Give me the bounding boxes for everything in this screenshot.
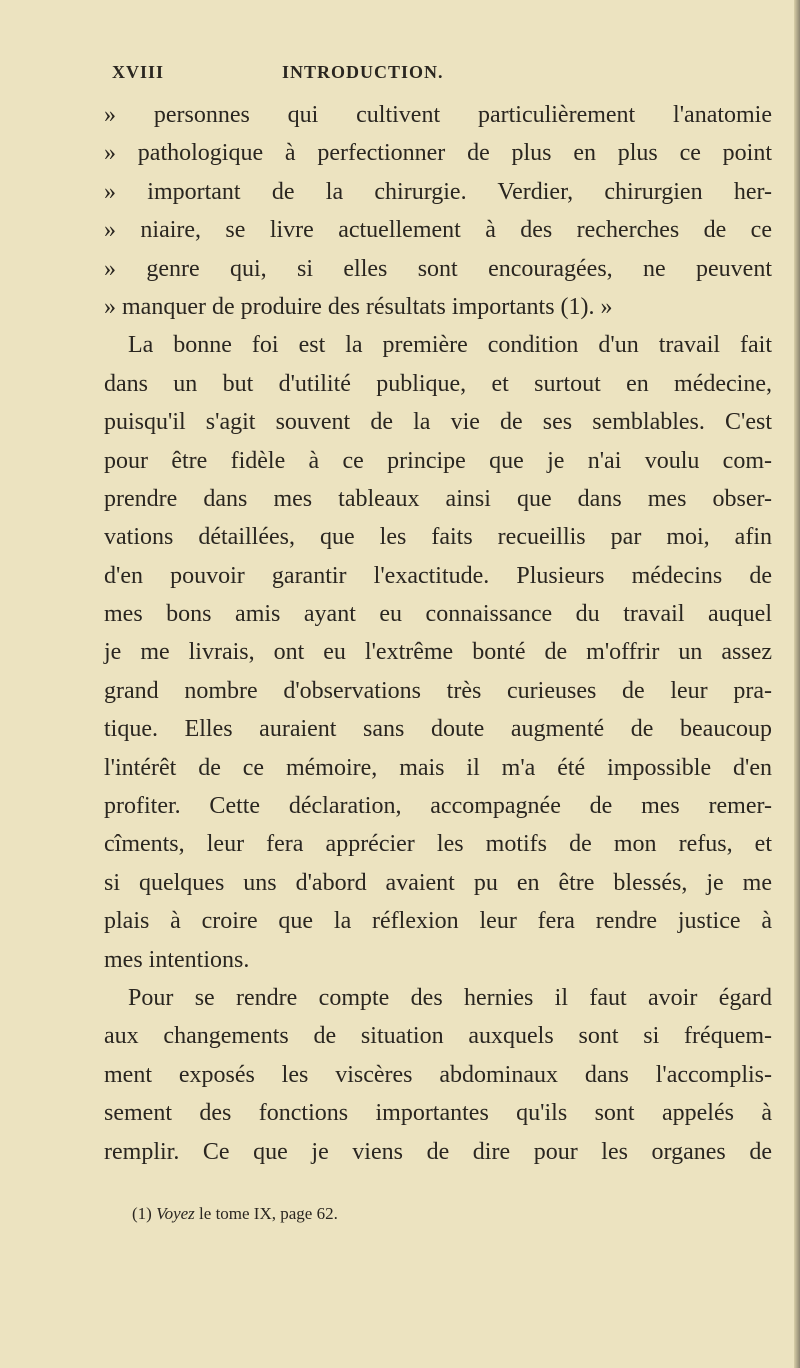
text-line: d'en pouvoir garantir l'exactitude. Plusieurs médecins de <box>104 562 772 589</box>
text-line: » genre qui, si elles sont encouragées, ne peuvent <box>104 255 772 282</box>
text-line: profiter. Cette déclaration, accompagnée de mes remer- <box>104 793 772 820</box>
footnote <box>132 1204 338 1224</box>
page-header <box>0 62 800 92</box>
text-line: mes bons amis ayant eu connaissance du travail auquel <box>104 601 772 628</box>
page-number: XVIII <box>112 62 165 82</box>
text-line: remplir. Ce que je viens de dire pour les organes de <box>104 1138 772 1165</box>
text-line: » personnes qui cultivent particulièrement l'anatomie <box>104 102 772 128</box>
footnote-marker: (1) <box>132 1204 152 1223</box>
footnote-italic: Voyez <box>156 1204 195 1223</box>
text-line: » pathologique à perfectionner de plus en plus ce point <box>104 140 772 167</box>
text-line: prendre dans mes tableaux ainsi que dans mes obser- <box>104 485 772 512</box>
text-line: sement des fonctions importantes qu'ils sont appelés à <box>104 1100 772 1127</box>
text-line: » niaire, se livre actuellement à des recherches de ce <box>104 217 772 244</box>
text-line: dans un but d'utilité publique, et surtout en médecine, <box>104 370 772 397</box>
text-line: aux changements de situation auxquels sont si fréquem- <box>104 1023 772 1050</box>
text-line: mes intentions. <box>104 946 250 973</box>
text-line: » manquer de produire des résultats importants (1). » <box>104 293 613 320</box>
text-line: tique. Elles auraient sans doute augmenté de beaucoup <box>104 716 772 743</box>
text-line: La bonne foi est la première condition d'un travail fait <box>128 332 772 359</box>
text-line: vations détaillées, que les faits recueillis par moi, afin <box>104 524 772 551</box>
running-title: INTRODUCTION. <box>282 62 444 82</box>
text-line: cîments, leur fera apprécier les motifs de mon refus, et <box>104 831 772 858</box>
text-line: pour être fidèle à ce principe que je n'ai voulu com- <box>104 447 772 474</box>
body-text <box>104 96 772 1171</box>
text-line: Pour se rendre compte des hernies il faut avoir égard <box>128 984 772 1011</box>
text-line: si quelques uns d'abord avaient pu en être blessés, je me <box>104 869 772 896</box>
text-line: l'intérêt de ce mémoire, mais il m'a été impossible d'en <box>104 754 772 781</box>
text-line: je me livrais, ont eu l'extrême bonté de m'offrir un assez <box>104 639 772 666</box>
text-line: puisqu'il s'agit souvent de la vie de ses semblables. C'est <box>104 409 772 436</box>
text-line: grand nombre d'observations très curieuses de leur pra- <box>104 677 772 704</box>
page-scan-edge <box>794 0 800 1368</box>
text-line: ment exposés les viscères abdominaux dans l'accomplis- <box>104 1061 772 1088</box>
text-line: » important de la chirurgie. Verdier, chirurgien her- <box>104 178 772 205</box>
text-line: plais à croire que la réflexion leur fera rendre justice à <box>104 908 772 935</box>
footnote-text: le tome IX, page 62. <box>199 1204 338 1223</box>
